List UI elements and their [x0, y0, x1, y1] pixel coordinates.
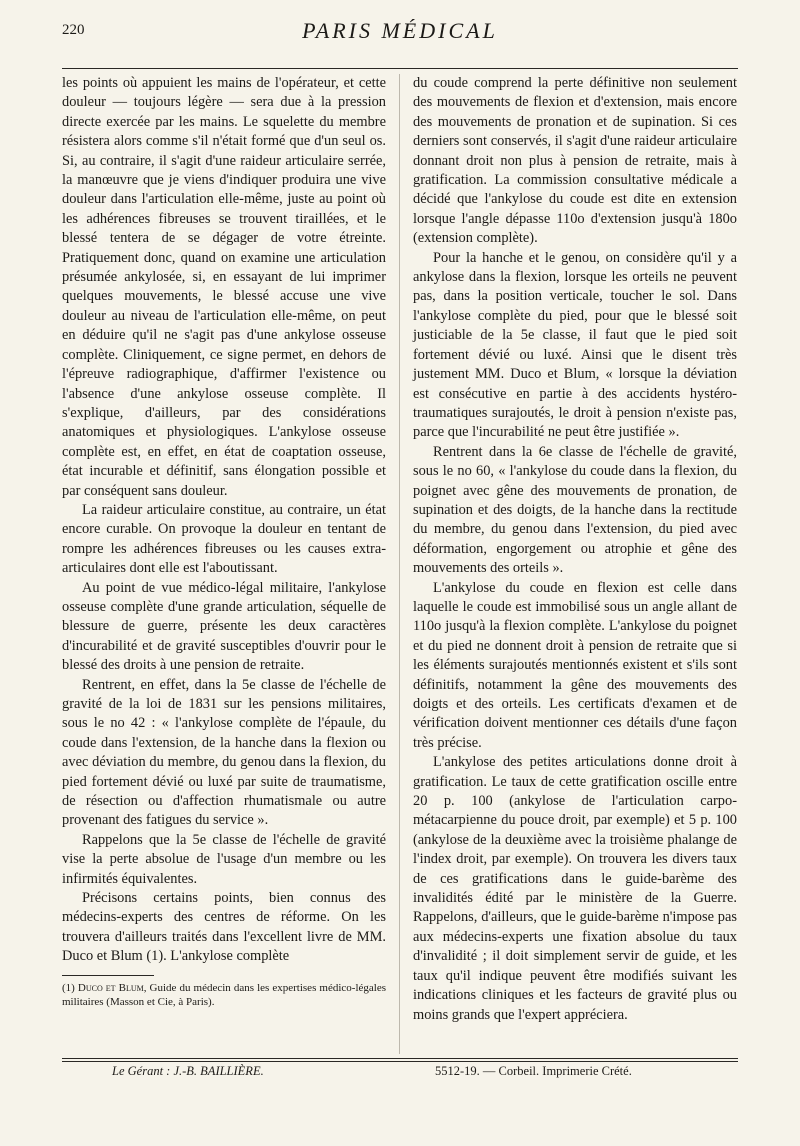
- paragraph: La raideur articulaire constitue, au contraire, un état encore curable. On provoque la douleur en tentant de rompre les adhérences fibreuses ou les causes extra-articulaires dont elle est l'aboutissant.: [62, 501, 386, 577]
- paragraph: Rentrent dans la 6e classe de l'échelle de gravité, sous le no 60, « l'ankylose du coude dans la flexion, du poignet avec gêne des mouvements de pronation, de supination et des doigts, de la hanche dans la rectitude du membre, du genou dans l'extension, du pied avec déformation, engorgement ou atrophie et gêne des mouvements des orteils ».: [413, 443, 737, 577]
- page-number: 220: [62, 22, 85, 38]
- footnote-marker: (1): [62, 981, 75, 994]
- footer-rule-double: [62, 1061, 738, 1062]
- right-column: [413, 74, 737, 1025]
- footer-printer: 5512-19. — Corbeil. Imprimerie Crété.: [435, 1064, 632, 1078]
- paragraph: Au point de vue médico-légal militaire, l'ankylose osseuse complète d'une grande articulation, séquelle de blessure de guerre, présente les deux caractères d'incurabilité et de gravité susceptibles d'ouvrir pour le blessé des droits à une pension de retraite.: [62, 579, 386, 674]
- paragraph: les points où appuient les mains de l'opérateur, et cette douleur — toujours légère — sera due à la pression directe exercée par les mains. Le squelette du membre résistera alors comme s'il n'était formé que d'un seul os. Si, au contraire, il s'agit d'une raideur articulaire serrée, la manœuvre que je viens d'indiquer produira une vive douleur dans l'articulation elle-même, juste au point où les adhérences fibreuses se trouvent tiraillées, et le blessé tentera de se dégager de votre étreinte. Pratiquement donc, quand on examine une articulation présumée ankylosée, si, en essayant de lui imprimer quelques mouvements, le blessé accuse une vive douleur au niveau de l'articulation elle-même, on peut en déduire qu'il ne s'agit pas d'une ankylose osseuse complète. Cliniquement, ce signe permet, en dehors de l'épreuve radiographique, d'affirmer l'existence ou l'absence d'une ankylose osseuse complète. Il s'explique, d'ailleurs, par des considérations anatomiques et physiologiques. L'ankylose osseuse complète est, en effet, en état de coaptation osseuse, état incurable et définitif, sans élongation possible et par conséquent sans douleur.: [62, 75, 386, 499]
- header-rule: [62, 68, 738, 69]
- footnote-authors: Duco et Blum: [77, 981, 144, 994]
- footnote: [62, 981, 386, 1010]
- paragraph: Précisons certains points, bien connus des médecins-experts des centres de réforme. On les trouvera d'ailleurs traités dans l'excellent livre de MM. Duco et Blum (1). L'ankylose complète: [62, 890, 386, 965]
- footer-manager: Le Gérant : J.-B. BAILLIÈRE.: [112, 1064, 264, 1078]
- footnote-rule: [62, 975, 154, 976]
- footnote-text: , Guide du médecin dans les expertises médico-légales militaires (Masson et Cie, à Paris).: [62, 981, 386, 1009]
- footer-rule: [62, 1058, 738, 1059]
- paragraph: L'ankylose du coude en flexion est celle dans laquelle le coude est immobilisé sous un angle allant de 110o jusqu'à la flexion complète. L'ankylose du poignet et du pied ne donnent droit à pension de retraite que si les éléments surajoutés mentionnés existent et s'ils sont définitifs, notamment la gêne des mouvements des doigts et des orteils. Les certificats d'examen et de vérification doivent mentionner ces détails d'une façon très précise.: [413, 579, 737, 751]
- paragraph: Rappelons que la 5e classe de l'échelle de gravité vise la perte absolue de l'usage d'un membre ou les infirmités équivalentes.: [62, 831, 386, 887]
- paragraph: Pour la hanche et le genou, on considère qu'il y a ankylose dans la flexion, lorsque les orteils ne peuvent pas, dans la position verticale, toucher le sol. Dans l'ankylose complète du pied, pour que le blessé soit justiciable de la 5e classe, il faut que le pied soit fortement dévié ou luxé. Ainsi que le disent très justement MM. Duco et Blum, « lorsque la déviation est consécutive en partie à des accidents hystéro-traumatiques surajoutés, le droit à pension n'existe pas, parce que l'incurabilité ne peut être justifiée ».: [413, 249, 737, 441]
- page-header: [62, 14, 738, 46]
- paragraph: Rentrent, en effet, dans la 5e classe de l'échelle de gravité de la loi de 1831 sur les pensions militaires, sous le no 42 : « l'ankylose complète de l'épaule, du coude dans l'extension, de la hanche dans la flexion ou avec déviation du membre, du genou dans la flexion, du pied fortement dévié ou luxé par suite de traumatisme, de résection ou d'affection rhumatismale ou autre provenant des fatigues du service ».: [62, 676, 386, 829]
- paragraph: du coude comprend la perte définitive non seulement des mouvements de flexion et d'extension, mais encore des mouvements de pronation et de supination. Si ces derniers sont conservés, il s'agit d'une raideur articulaire donnant droit non plus à pension de retraite, mais à gratification. La commission consultative médicale a décidé que l'ankylose du coude est dite en extension lorsque l'angle dépasse 110o d'extension jusqu'à 180o (extension complète).: [413, 75, 737, 247]
- left-column: [62, 74, 386, 1010]
- paragraph: L'ankylose des petites articulations donne droit à gratification. Le taux de cette gratification oscille entre 20 p. 100 (ankylose de l'articulation carpo-métacarpienne du pouce droit, par exemple) et 5 p. 100 (ankylose de la deuxième avec la troisième phalange de l'index droit, par exemple). On trouvera les divers taux de ces gratifications dans le guide-barème des invalidités édité par le ministère de la Guerre. Rappelons, d'ailleurs, que le guide-barème n'impose pas aux médecins-experts une fixation absolue du taux d'invalidité ; il doit simplement servir de guide, et les taux qu'il indique peuvent être modifiés suivant les indications cliniques et les facteurs de gravité plus ou moins grands que l'expert appréciera.: [413, 754, 737, 1023]
- column-divider: [399, 74, 400, 1054]
- journal-title: PARIS MÉDICAL: [302, 18, 498, 43]
